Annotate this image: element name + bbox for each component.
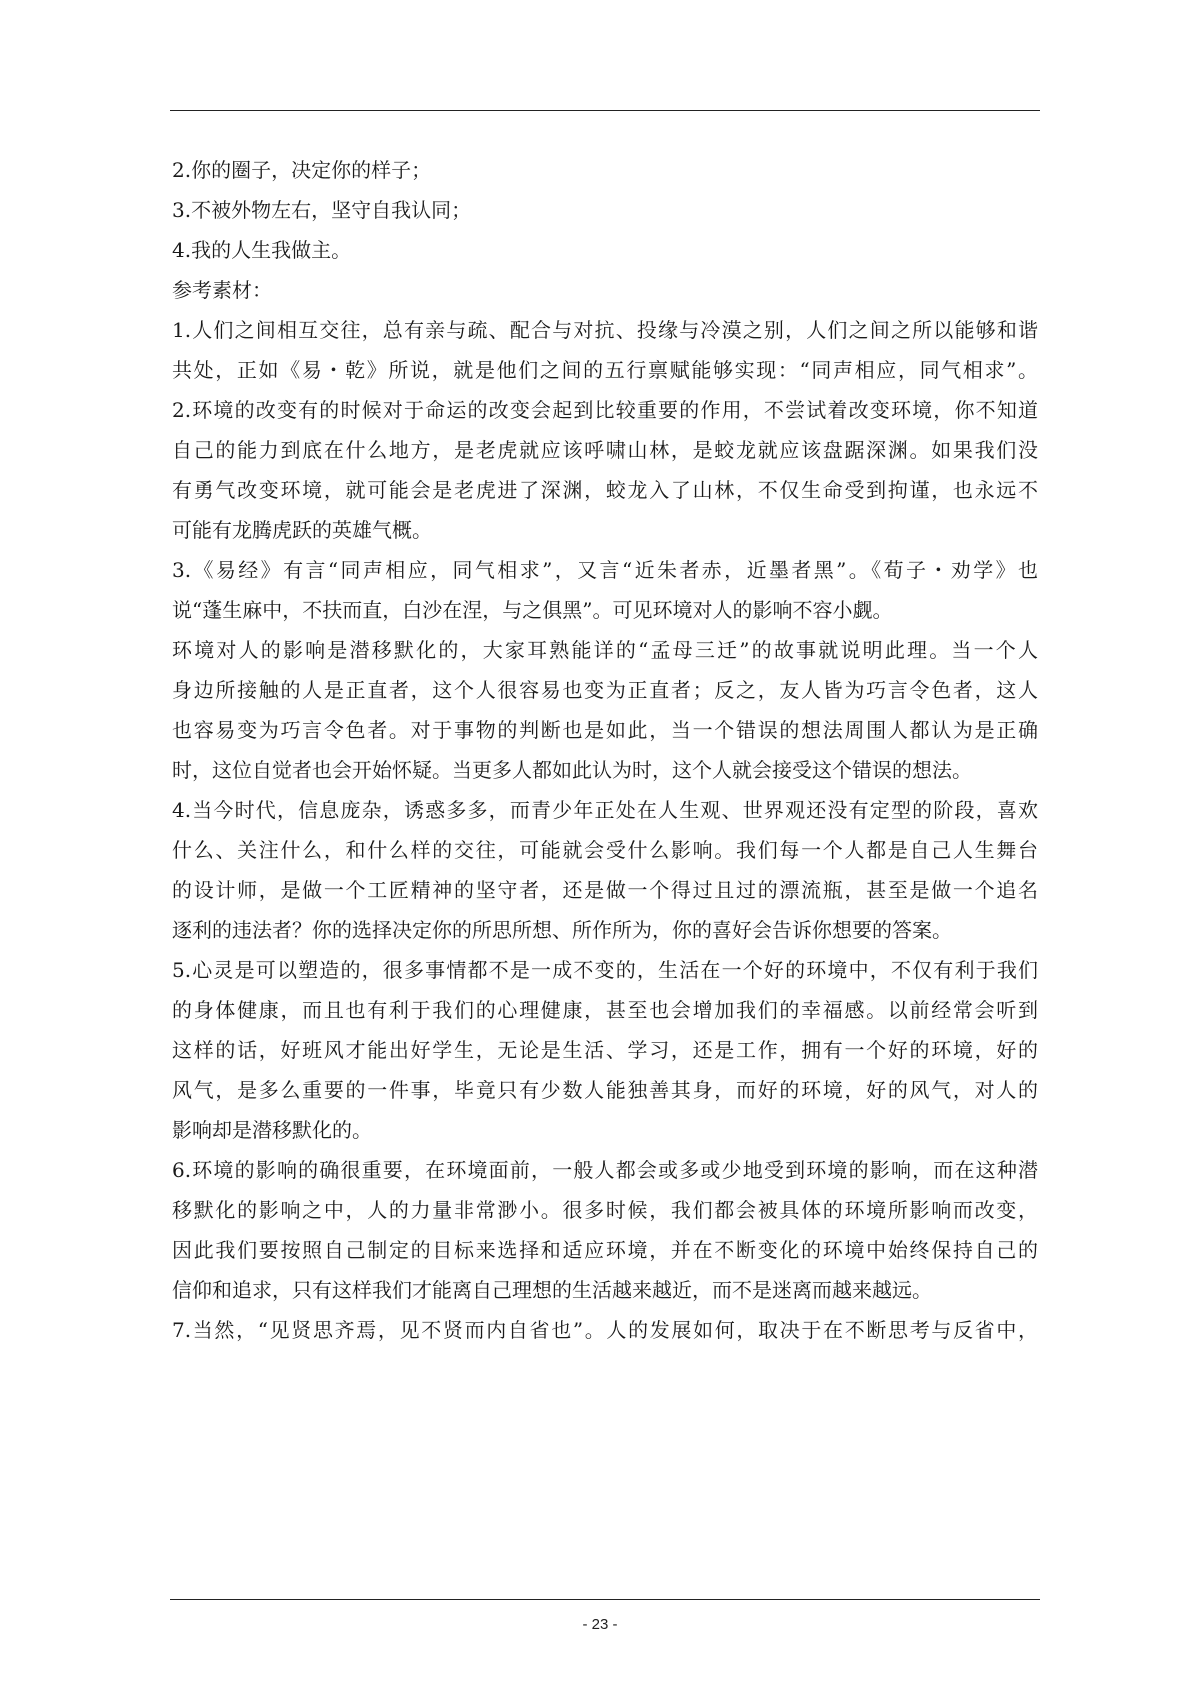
text-line: 6.环境的影响的确很重要，在环境面前，一般人都会或多或少地受到环境的影响，而在这种潜 (172, 1158, 1038, 1182)
text-line: 环境对人的影响是潜移默化的，大家耳熟能详的“孟母三迁”的故事就说明此理。当一个人 (172, 638, 1038, 662)
page-body (172, 150, 1038, 1350)
text-line: 3.《易经》有言“同声相应，同气相求”，又言“近朱者赤，近墨者黑”。《荀子・劝学》也 (172, 558, 1038, 582)
text-line: 时，这位自觉者也会开始怀疑。当更多人都如此认为时，这个人就会接受这个错误的想法。 (172, 758, 972, 782)
text-line: 5.心灵是可以塑造的，很多事情都不是一成不变的，生活在一个好的环境中，不仅有利于我们 (172, 958, 1038, 982)
text-line: 有勇气改变环境，就可能会是老虎进了深渊，蛟龙入了山林，不仅生命受到拘谨，也永远不 (172, 478, 1038, 502)
text-line: 2.你的圈子，决定你的样子； (172, 158, 432, 182)
text-line: 信仰和追求，只有这样我们才能离自己理想的生活越来越近，而不是迷离而越来越远。 (172, 1278, 932, 1302)
text-line: 1.人们之间相互交往，总有亲与疏、配合与对抗、投缘与冷漠之别，人们之间之所以能够和谐 (172, 318, 1038, 342)
text-line: 7.当然，“见贤思齐焉，见不贤而内自省也”。人的发展如何，取决于在不断思考与反省中， (172, 1318, 1038, 1342)
text-line: 什么、关注什么，和什么样的交往，可能就会受什么影响。我们每一个人都是自己人生舞台 (172, 838, 1038, 862)
text-line: 共处，正如《易・乾》所说，就是他们之间的五行禀赋能够实现：“同声相应，同气相求”。 (172, 358, 1038, 382)
text-line: 的设计师，是做一个工匠精神的坚守者，还是做一个得过且过的漂流瓶，甚至是做一个追名 (172, 878, 1038, 902)
text-line: 因此我们要按照自己制定的目标来选择和适应环境，并在不断变化的环境中始终保持自己的 (172, 1238, 1038, 1262)
text-line: 4.我的人生我做主。 (172, 238, 352, 262)
text-line: 风气，是多么重要的一件事，毕竟只有少数人能独善其身，而好的环境，好的风气，对人的 (172, 1078, 1038, 1102)
text-line: 也容易变为巧言令色者。对于事物的判断也是如此，当一个错误的想法周围人都认为是正确 (172, 718, 1038, 742)
page-number: - 23 - (582, 1616, 618, 1633)
text-line: 逐利的违法者？你的选择决定你的所思所想、所作所为，你的喜好会告诉你想要的答案。 (172, 918, 952, 942)
text-line: 移默化的影响之中，人的力量非常渺小。很多时候，我们都会被具体的环境所影响而改变， (172, 1198, 1038, 1222)
text-line: 可能有龙腾虎跃的英雄气概。 (172, 518, 432, 542)
text-line: 自己的能力到底在什么地方，是老虎就应该呼啸山林，是蛟龙就应该盘踞深渊。如果我们没 (172, 438, 1038, 462)
text-line: 影响却是潜移默化的。 (172, 1118, 372, 1142)
text-line: 3.不被外物左右，坚守自我认同； (172, 198, 472, 222)
text-line: 说“蓬生麻中，不扶而直，白沙在涅，与之俱黑”。可见环境对人的影响不容小觑。 (172, 598, 893, 622)
footer-rule (170, 1599, 1040, 1600)
text-line: 身边所接触的人是正直者，这个人很容易也变为正直者；反之，友人皆为巧言令色者，这人 (172, 678, 1038, 702)
text-line: 这样的话，好班风才能出好学生，无论是生活、学习，还是工作，拥有一个好的环境，好的 (172, 1038, 1038, 1062)
text-line: 4.当今时代，信息庞杂，诱惑多多，而青少年正处在人生观、世界观还没有定型的阶段，喜欢 (172, 798, 1038, 822)
text-line: 参考素材： (172, 278, 272, 302)
text-line: 2.环境的改变有的时候对于命运的改变会起到比较重要的作用，不尝试着改变环境，你不知道 (172, 398, 1038, 422)
header-rule (170, 110, 1040, 111)
text-line: 的身体健康，而且也有利于我们的心理健康，甚至也会增加我们的幸福感。以前经常会听到 (172, 998, 1038, 1022)
